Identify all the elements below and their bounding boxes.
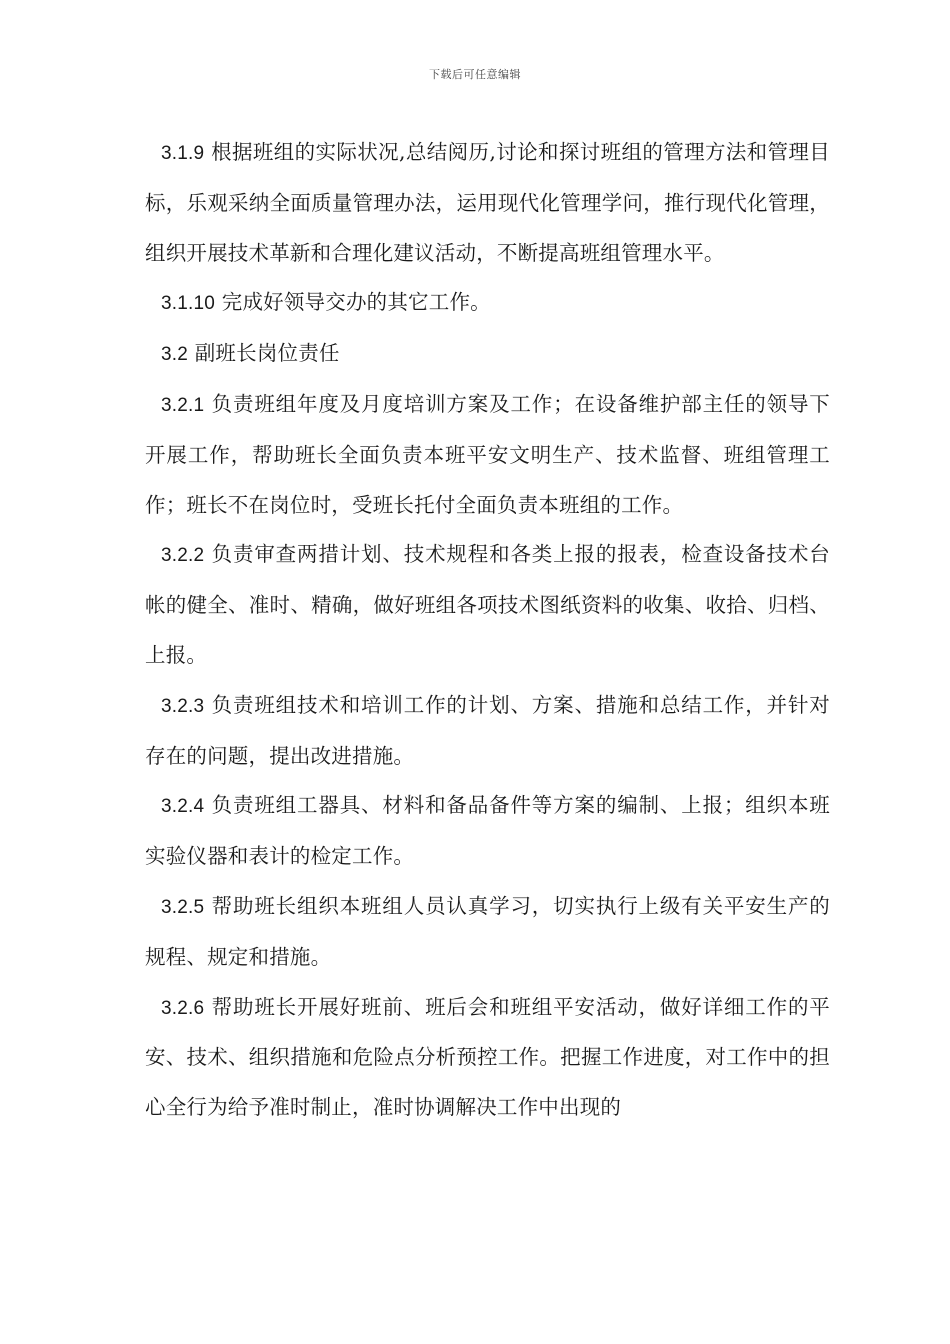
paragraph-text: 帮助班长组织本班组人员认真学习，切实执行上级有关平安生产的规程、规定和措施。	[145, 893, 830, 969]
paragraph-text: 帮助班长开展好班前、班后会和班组平安活动，做好详细工作的平安、技术、组织措施和危险点分析预控工作。把握工作进度，对工作中的担心全行为给予准时制止，准时协调解决工作中出现的	[145, 994, 830, 1120]
paragraph-text: 负责班组技术和培训工作的计划、方案、措施和总结工作，并针对存在的问题，提出改进措施。	[145, 692, 830, 768]
paragraph-3-2-5	[145, 882, 830, 983]
paragraph-text: 副班长岗位责任	[188, 341, 340, 366]
paragraph-text: 负责班组工器具、材料和备品备件等方案的编制、上报；组织本班实验仪器和表计的检定工作。	[145, 793, 830, 869]
paragraph-3-1-10	[145, 278, 830, 329]
page-header: 下载后可任意编辑	[429, 68, 521, 81]
document-body	[145, 128, 830, 1133]
paragraph-3-2-1	[145, 380, 830, 530]
paragraph-3-1-9	[145, 128, 830, 278]
paragraph-3-2-2	[145, 530, 830, 680]
paragraph-text: 负责班组年度及月度培训方案及工作；在设备维护部主任的领导下开展工作，帮助班长全面负责本班平安文明生产、技术监督、班组管理工作；班长不在岗位时，受班长托付全面负责本班组的工作。	[145, 391, 830, 517]
paragraph-3-2-4	[145, 781, 830, 882]
section-heading-3-2	[145, 329, 830, 380]
clause-number: 3.1.10	[161, 293, 216, 315]
paragraph-3-2-6	[145, 983, 830, 1133]
clause-number: 3.2	[161, 344, 189, 366]
paragraph-3-2-3	[145, 681, 830, 782]
clause-number: 3.2.6	[161, 997, 205, 1019]
paragraph-text: 根据班组的实际状况,总结阅历,讨论和探讨班组的管理方法和管理目标，乐观采纳全面质量管理办法，运用现代化管理学问，推行现代化管理，组织开展技术革新和合理化建议活动，不断提高班组管理水平。	[145, 140, 830, 265]
clause-number: 3.1.9	[161, 143, 205, 164]
clause-number: 3.2.5	[161, 896, 205, 918]
clause-number: 3.2.2	[161, 545, 205, 567]
clause-number: 3.2.1	[161, 394, 205, 416]
clause-number: 3.2.3	[161, 695, 205, 717]
paragraph-text: 完成好领导交办的其它工作。	[215, 290, 491, 315]
paragraph-text: 负责审查两措计划、技术规程和各类上报的报表，检查设备技术台帐的健全、准时、精确，做好班组各项技术图纸资料的收集、收拾、归档、上报。	[145, 542, 830, 667]
clause-number: 3.2.4	[161, 796, 205, 818]
